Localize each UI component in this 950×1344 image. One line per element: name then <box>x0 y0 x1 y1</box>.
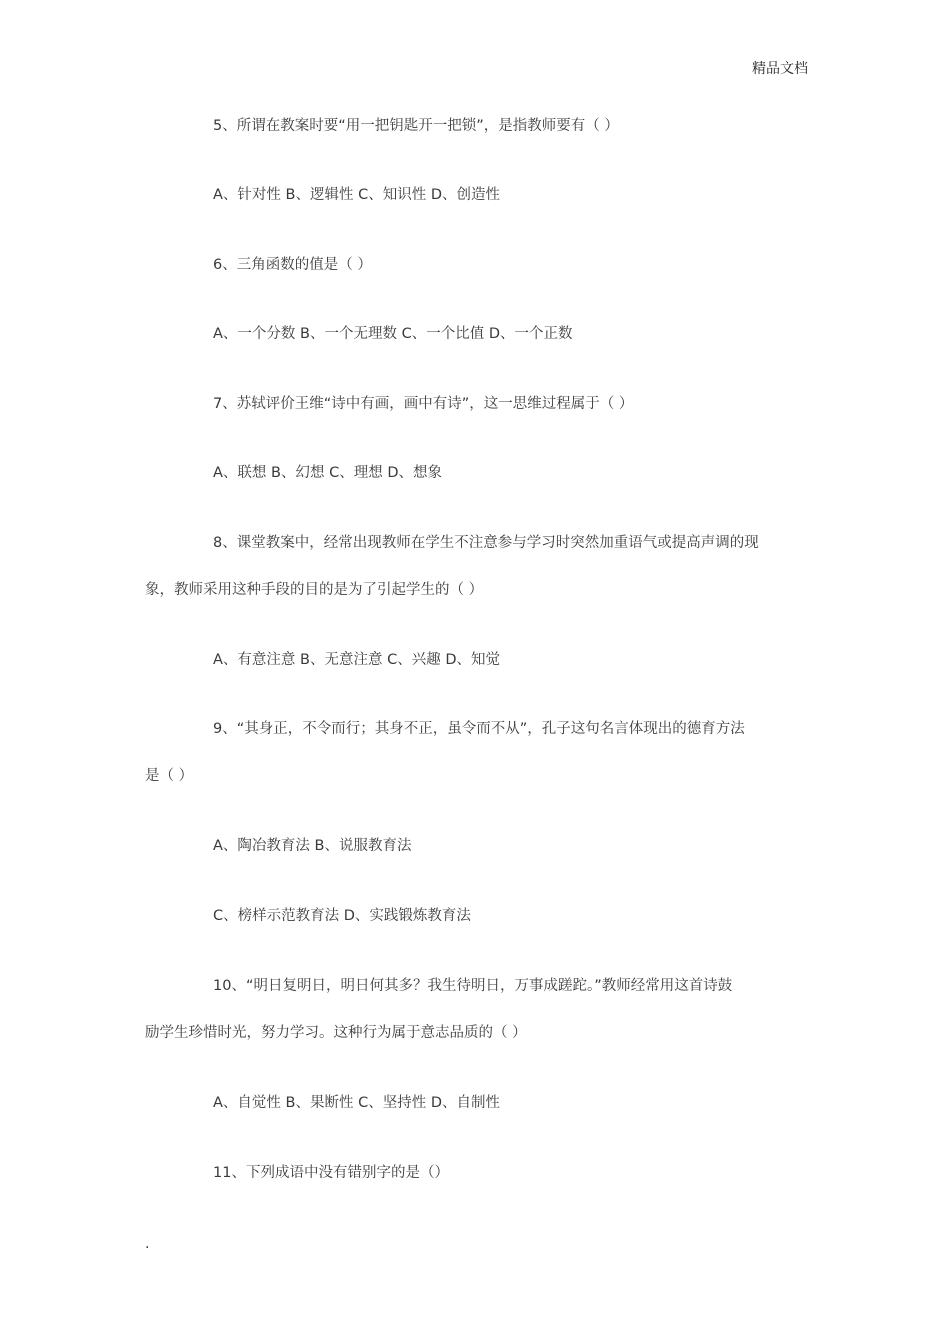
question-10-stem-line-2: 励学生珍惜时光，努力学习。这种行为属于意志品质的（ ） <box>145 1025 527 1041</box>
question-8-stem-line-2: 象，教师采用这种手段的目的是为了引起学生的（ ） <box>145 582 484 598</box>
question-10-options: A、自觉性 B、果断性 C、坚持性 D、自制性 <box>213 1095 500 1111</box>
question-7-options: A、联想 B、幻想 C、理想 D、想象 <box>213 465 442 481</box>
question-9-options-line-1: A、陶冶教育法 B、说服教育法 <box>213 838 412 854</box>
question-9-stem-line-2: 是（ ） <box>145 768 194 784</box>
question-7-stem: 7、苏轼评价王维“诗中有画，画中有诗”，这一思维过程属于（ ） <box>213 396 634 412</box>
question-6-stem: 6、三角函数的值是（ ） <box>213 257 372 273</box>
question-10-stem-line-1: 10、“明日复明日，明日何其多？我生待明日，万事成蹉跎。”教师经常用这首诗鼓 <box>213 978 733 994</box>
question-8-stem-line-1: 8、课堂教案中，经常出现教师在学生不注意参与学习时突然加重语气或提高声调的现 <box>213 535 759 551</box>
question-8-options: A、有意注意 B、无意注意 C、兴趣 D、知觉 <box>213 652 500 668</box>
question-5-options: A、针对性 B、逻辑性 C、知识性 D、创造性 <box>213 187 500 203</box>
page-header-label: 精品文档 <box>752 61 808 77</box>
question-9-stem-line-1: 9、“其身正，不令而行；其身不正，虽令而不从”，孔子这句名言体现出的德育方法 <box>213 721 745 737</box>
question-5-stem: 5、所谓在教案时要“用一把钥匙开一把锁”，是指教师要有（ ） <box>213 118 619 134</box>
question-11-stem: 11、下列成语中没有错别字的是（） <box>213 1165 449 1181</box>
footer-mark: . <box>145 1236 150 1252</box>
question-6-options: A、一个分数 B、一个无理数 C、一个比值 D、一个正数 <box>213 326 573 342</box>
question-9-options-line-2: C、榜样示范教育法 D、实践锻炼教育法 <box>213 908 471 924</box>
